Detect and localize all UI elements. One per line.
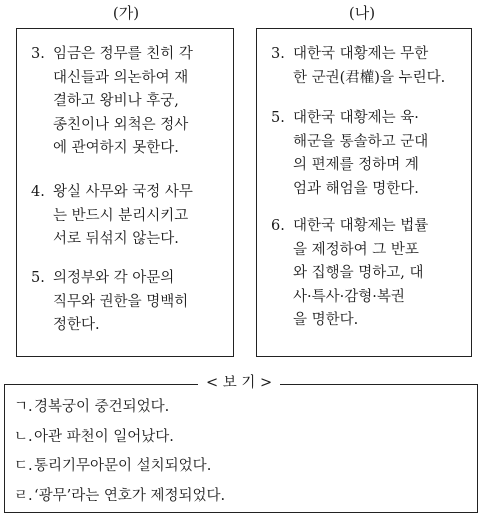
panel-b-item-3	[271, 43, 445, 90]
bogi-item-text: 경복궁이 중건되었다.	[34, 399, 170, 415]
bogi-item	[14, 393, 225, 423]
item-number: 4.	[31, 184, 45, 200]
bogi-item-number: ㄱ.	[14, 399, 33, 415]
item-line: 해군을 통솔하고 군대	[293, 133, 429, 150]
panel-a-item-5	[31, 267, 188, 338]
item-line: 에 관여하지 못한다.	[53, 140, 179, 156]
bogi-item-number: ㄷ.	[14, 458, 33, 474]
item-line: 대신들과 의논하여 재	[53, 69, 189, 86]
bogi-item	[14, 452, 225, 482]
item-line: 엄과 해엄을 명한다.	[293, 180, 419, 197]
bogi-item	[14, 423, 225, 453]
item-line: 한 군권(君權)을 누린다.	[293, 69, 446, 86]
bogi-item	[14, 482, 225, 512]
panel-b	[256, 28, 472, 357]
item-line: 는 반드시 분리시키고	[53, 207, 189, 224]
bogi-list	[14, 393, 225, 511]
item-number: 3.	[31, 46, 45, 62]
item-line: 대한국 대황제는 육·	[293, 110, 419, 126]
item-line: 임금은 정무를 친히 각	[53, 46, 193, 62]
bogi-item-text: ‘광무’라는 연호가 제정되었다.	[34, 487, 226, 504]
item-number: 6.	[271, 218, 285, 234]
bogi-item-text: 아관 파천이 일어났다.	[34, 428, 174, 445]
panel-b-item-5	[271, 107, 428, 201]
bogi-title: < 보 기 >	[198, 372, 280, 394]
item-line: 대한국 대황제는 무한	[293, 46, 429, 62]
item-line: 정한다.	[53, 317, 100, 333]
item-line: 사·특사·감형·복권	[293, 288, 405, 305]
item-number: 5.	[271, 110, 285, 126]
item-line: 대한국 대황제는 법률	[293, 218, 429, 234]
item-line: 직무와 권한을 명백히	[53, 293, 189, 310]
panel-b-label: (나)	[348, 4, 376, 22]
item-line: 와 집행을 명하고, 대	[293, 265, 424, 281]
item-number: 5.	[31, 270, 45, 286]
panel-b-item-6	[271, 215, 428, 333]
item-line: 결하고 왕비나 후궁,	[53, 93, 179, 109]
panel-a-label: (가)	[112, 4, 140, 22]
item-line: 서로 뒤섞지 않는다.	[53, 231, 179, 247]
panel-a-item-4	[31, 181, 193, 252]
item-line: 을 제정하여 그 반포	[293, 241, 419, 258]
item-line: 종친이나 외척은 정사	[53, 116, 189, 133]
item-number: 3.	[271, 46, 285, 62]
bogi-item-text: 통리기무아문이 설치되었다.	[34, 458, 212, 474]
panel-a	[16, 28, 234, 357]
item-line: 의 편제를 정하며 계	[293, 157, 419, 173]
item-line: 을 명한다.	[293, 312, 359, 328]
bogi-item-number: ㄴ.	[14, 428, 33, 445]
item-line: 의정부와 각 아문의	[53, 270, 175, 286]
bogi-item-number: ㄹ.	[14, 487, 33, 504]
panel-a-item-3	[31, 43, 193, 161]
item-line: 왕실 사무와 국정 사무	[53, 184, 193, 200]
